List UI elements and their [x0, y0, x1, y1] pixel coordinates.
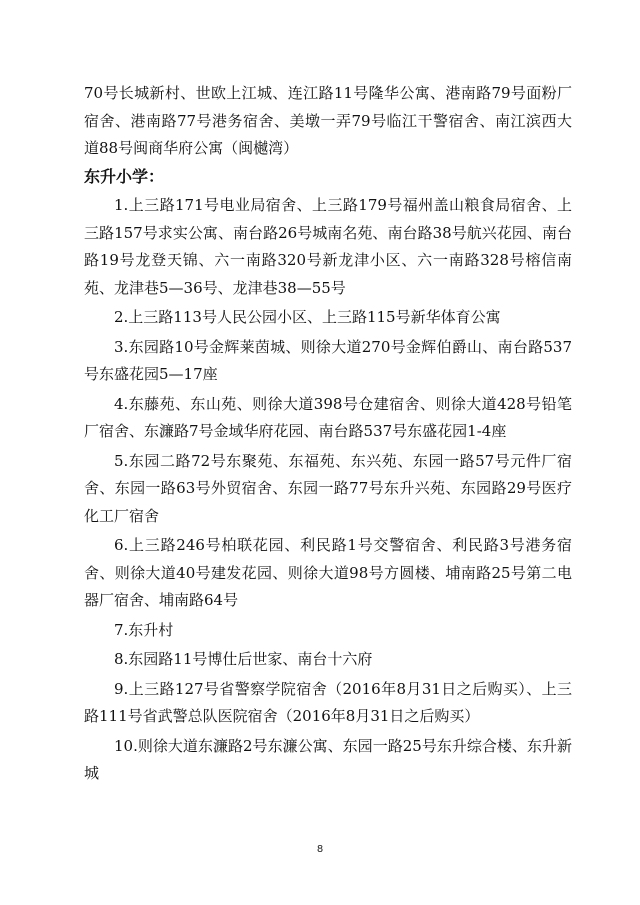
list-item-8: 8.东园路11号博仕后世家、南台十六府 — [114, 650, 373, 668]
list-item-1: 1.上三路171号电业局宿舍、上三路179号福州盖山粮食局宿舍、上三路157号求实公寓、南台路26号城南名苑、南台路38号航兴花园、南台路19号龙登天锦、六一南路320号新龙津小区、六一南路328号榕信南苑、龙津巷5—36号、龙津巷38—55号 — [84, 196, 572, 297]
list-item-10: 10.则徐大道东濂路2号东濂公寓、东园一路25号东升综合楼、东升新城 — [84, 736, 572, 782]
list-item-2: 2.上三路113号人民公园小区、上三路115号新华体育公寓 — [114, 308, 501, 326]
document-body — [84, 80, 572, 788]
page-number: 8 — [316, 844, 324, 855]
intro-paragraph: 70号长城新村、世欧上江城、连江路11号隆华公寓、港南路79号面粉厂宿舍、港南路77号港务宿舍、美墩一弄79号临江干警宿舍、南江滨西大道88号闽商华府公寓（闽樾湾） — [84, 84, 572, 157]
list-item-7: 7.东升村 — [114, 620, 174, 639]
section-heading: 东升小学： — [84, 166, 165, 186]
list-item-6: 6.上三路246号柏联花园、利民路1号交警宿舍、利民路3号港务宿舍、则徐大道40号建发花园、则徐大道98号方圆楼、埔南路25号第二电器厂宿舍、埔南路64号 — [84, 536, 572, 609]
list-item-9: 9.上三路127号省警察学院宿舍（2016年8月31日之后购买）、上三路111号省武警总队医院宿舍（2016年8月31日之后购买） — [84, 679, 572, 725]
list-item-4: 4.东藤苑、东山苑、则徐大道398号仓建宿舍、则徐大道428号铅笔厂宿舍、东濂路7号金域华府花园、南台路537号东盛花园1-4座 — [84, 394, 572, 440]
list-item-3: 3.东园路10号金辉莱茵城、则徐大道270号金辉伯爵山、南台路537号东盛花园5—17座 — [84, 337, 572, 383]
list-item-5: 5.东园二路72号东聚苑、东福苑、东兴苑、东园一路57号元件厂宿舍、东园一路63号外贸宿舍、东园一路77号东升兴苑、东园路29号医疗化工厂宿舍 — [84, 451, 572, 525]
